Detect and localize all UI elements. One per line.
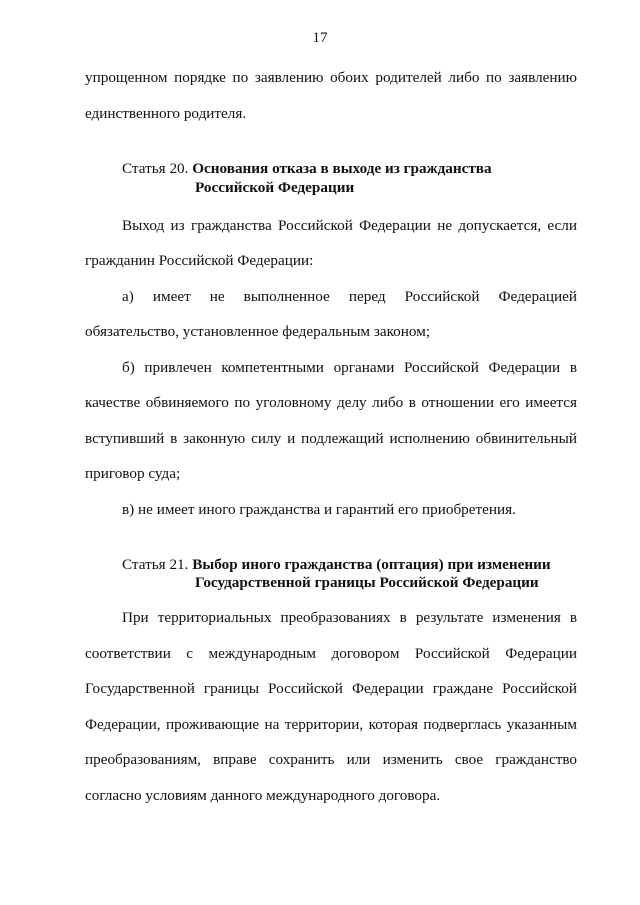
article-20-item-b-line-1: б) привлечен компетентными органами Российской Федерации в [122, 359, 577, 376]
article-20-prefix: Статья 20. [122, 160, 189, 177]
article-21-prefix: Статья 21. [122, 556, 189, 573]
article-20-item-a-line-2: обязательство, установленное федеральным законом; [85, 323, 431, 340]
article-20-item-b-line-2: качестве обвиняемого по уголовному делу либо в отношении его имеется [85, 394, 577, 411]
article-20-intro-line-2: гражданин Российской Федерации: [85, 252, 314, 269]
article-20-item-b-line-4: приговор суда; [85, 465, 181, 482]
intro-line-1: упрощенном порядке по заявлению обоих родителей либо по заявлению [85, 69, 577, 86]
intro-line-2: единственного родителя. [85, 105, 247, 122]
article-21-body-line-1: При территориальных преобразованиях в результате изменения в [122, 609, 577, 626]
article-21-heading [122, 555, 551, 575]
article-21-body-line-4: Федерации, проживающие на территории, которая подверглась указанным [85, 716, 577, 733]
article-20-title-line-2: Российской Федерации [195, 179, 355, 196]
article-21-title-line-1: Выбор иного гражданства (оптация) при изменении [192, 556, 551, 573]
article-20-title-line-1: Основания отказа в выходе из гражданства [192, 160, 492, 177]
article-20-item-b-line-3: вступивший в законную силу и подлежащий исполнению обвинительный [85, 430, 577, 447]
article-21-body-line-5: преобразованиям, вправе сохранить или изменить свое гражданство [85, 751, 577, 768]
article-21-body-line-2: соответствии с международным договором Российской Федерации [85, 645, 577, 662]
article-21-body-line-3: Государственной границы Российской Федерации граждане Российской [85, 680, 577, 697]
article-20-item-a-line-1: а) имеет не выполненное перед Российской Федерацией [122, 288, 577, 305]
article-20-title-line-2-wrap [195, 178, 354, 198]
article-20-item-v: в) не имеет иного гражданства и гарантий его приобретения. [122, 501, 516, 518]
page-number: 17 [312, 30, 328, 46]
article-21-title-line-2: Государственной границы Российской Федерации [195, 574, 539, 591]
article-20-intro-line-1: Выход из гражданства Российской Федерации не допускается, если [122, 217, 577, 234]
article-21-title-line-2-wrap [195, 573, 539, 593]
article-20-heading [122, 159, 492, 179]
article-21-body-line-6: согласно условиям данного международного договора. [85, 787, 441, 804]
